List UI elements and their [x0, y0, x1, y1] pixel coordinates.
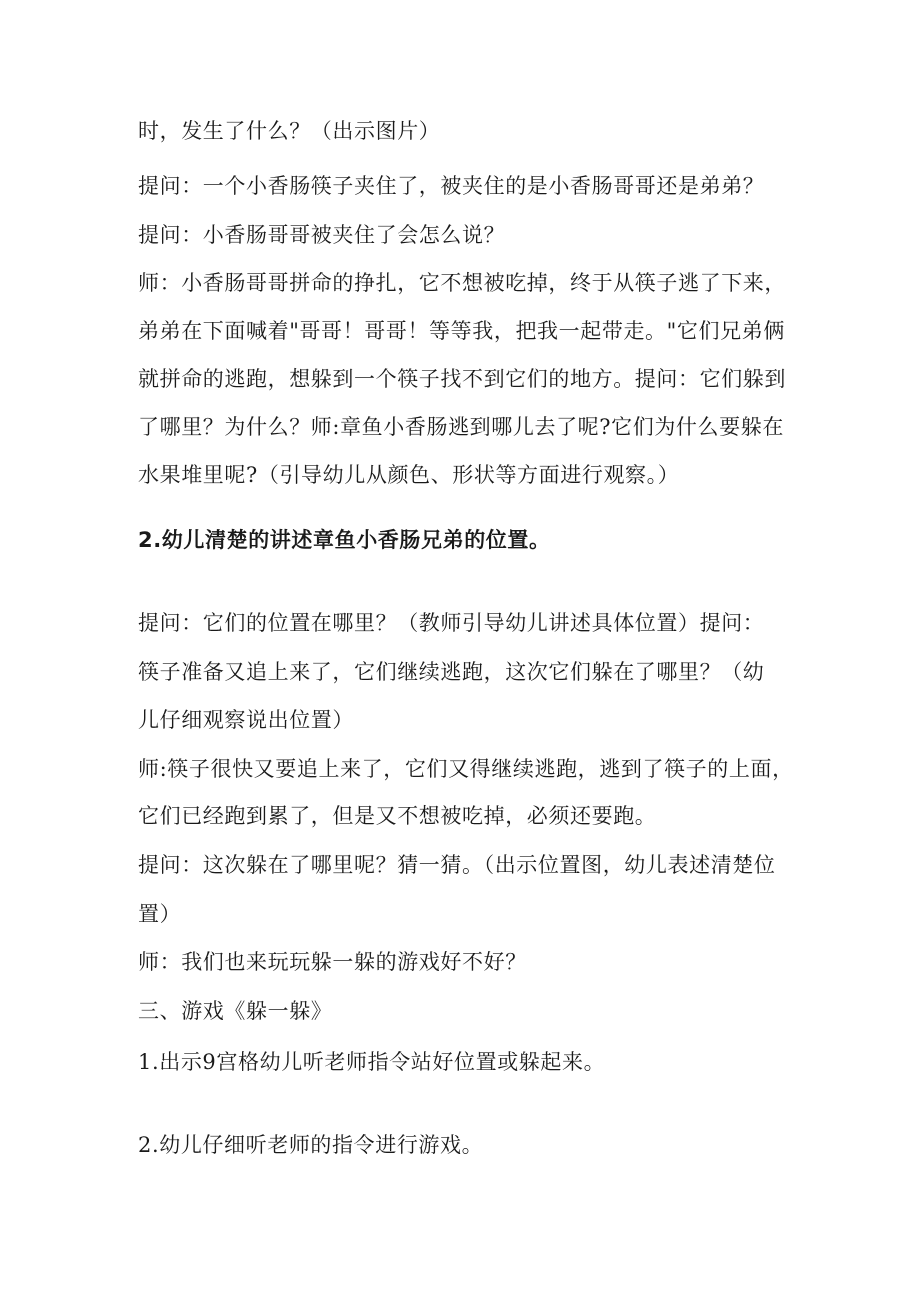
text-line: 提问：小香肠哥哥被夹住了会怎么说？: [138, 223, 506, 247]
section-heading: 三、游戏《躲一躲》: [138, 999, 333, 1023]
section-heading: 2.幼儿清楚的讲述章鱼小香肠兄弟的位置。: [138, 528, 551, 552]
text-line: 它们已经跑到累了，但是又不想被吃掉，必须还要跑。: [138, 804, 657, 828]
text-line: 提问：这次躲在了哪里呢？猜一猜。（出示位置图，幼儿表述清楚位: [138, 853, 776, 877]
text-line: 提问：它们的位置在哪里？（教师引导幼儿讲述具体位置）提问：: [138, 611, 765, 635]
text-line: 置）: [138, 902, 182, 926]
text-line: 水果堆里呢?（引导幼儿从颜色、形状等方面进行观察。）: [138, 463, 680, 487]
text-line: 师:筷子很快又要追上来了，它们又得继续逃跑，逃到了筷子的上面，: [138, 757, 794, 781]
text-line: 筷子准备又追上来了，它们继续逃跑，这次它们躲在了哪里？（幼: [138, 660, 765, 684]
text-line: 了哪里？为什么？师:章鱼小香肠逃到哪儿去了呢?它们为什么要躲在: [138, 415, 784, 439]
text-line: 提问：一个小香肠筷子夹住了，被夹住的是小香肠哥哥还是弟弟？: [138, 174, 765, 198]
text-line: 师：小香肠哥哥拼命的挣扎，它不想被吃掉，终于从筷子逃了下来，: [138, 271, 786, 295]
text-line: 师：我们也来玩玩躲一躲的游戏好不好？: [138, 950, 527, 974]
text-line: 1.出示9宫格幼儿听老师指令站好位置或躲起来。: [138, 1050, 606, 1074]
text-line: 儿仔细观察说出位置）: [138, 708, 354, 732]
text-line: 就拼命的逃跑，想躲到一个筷子找不到它们的地方。提问：它们躲到: [138, 367, 786, 391]
text-line: 时，发生了什么？（出示图片）: [138, 119, 441, 143]
text-line: 弟弟在下面喊着"哥哥！哥哥！等等我，把我一起带走。"它们兄弟俩: [138, 319, 785, 343]
text-line: 2.幼儿仔细听老师的指令进行游戏。: [138, 1133, 484, 1157]
